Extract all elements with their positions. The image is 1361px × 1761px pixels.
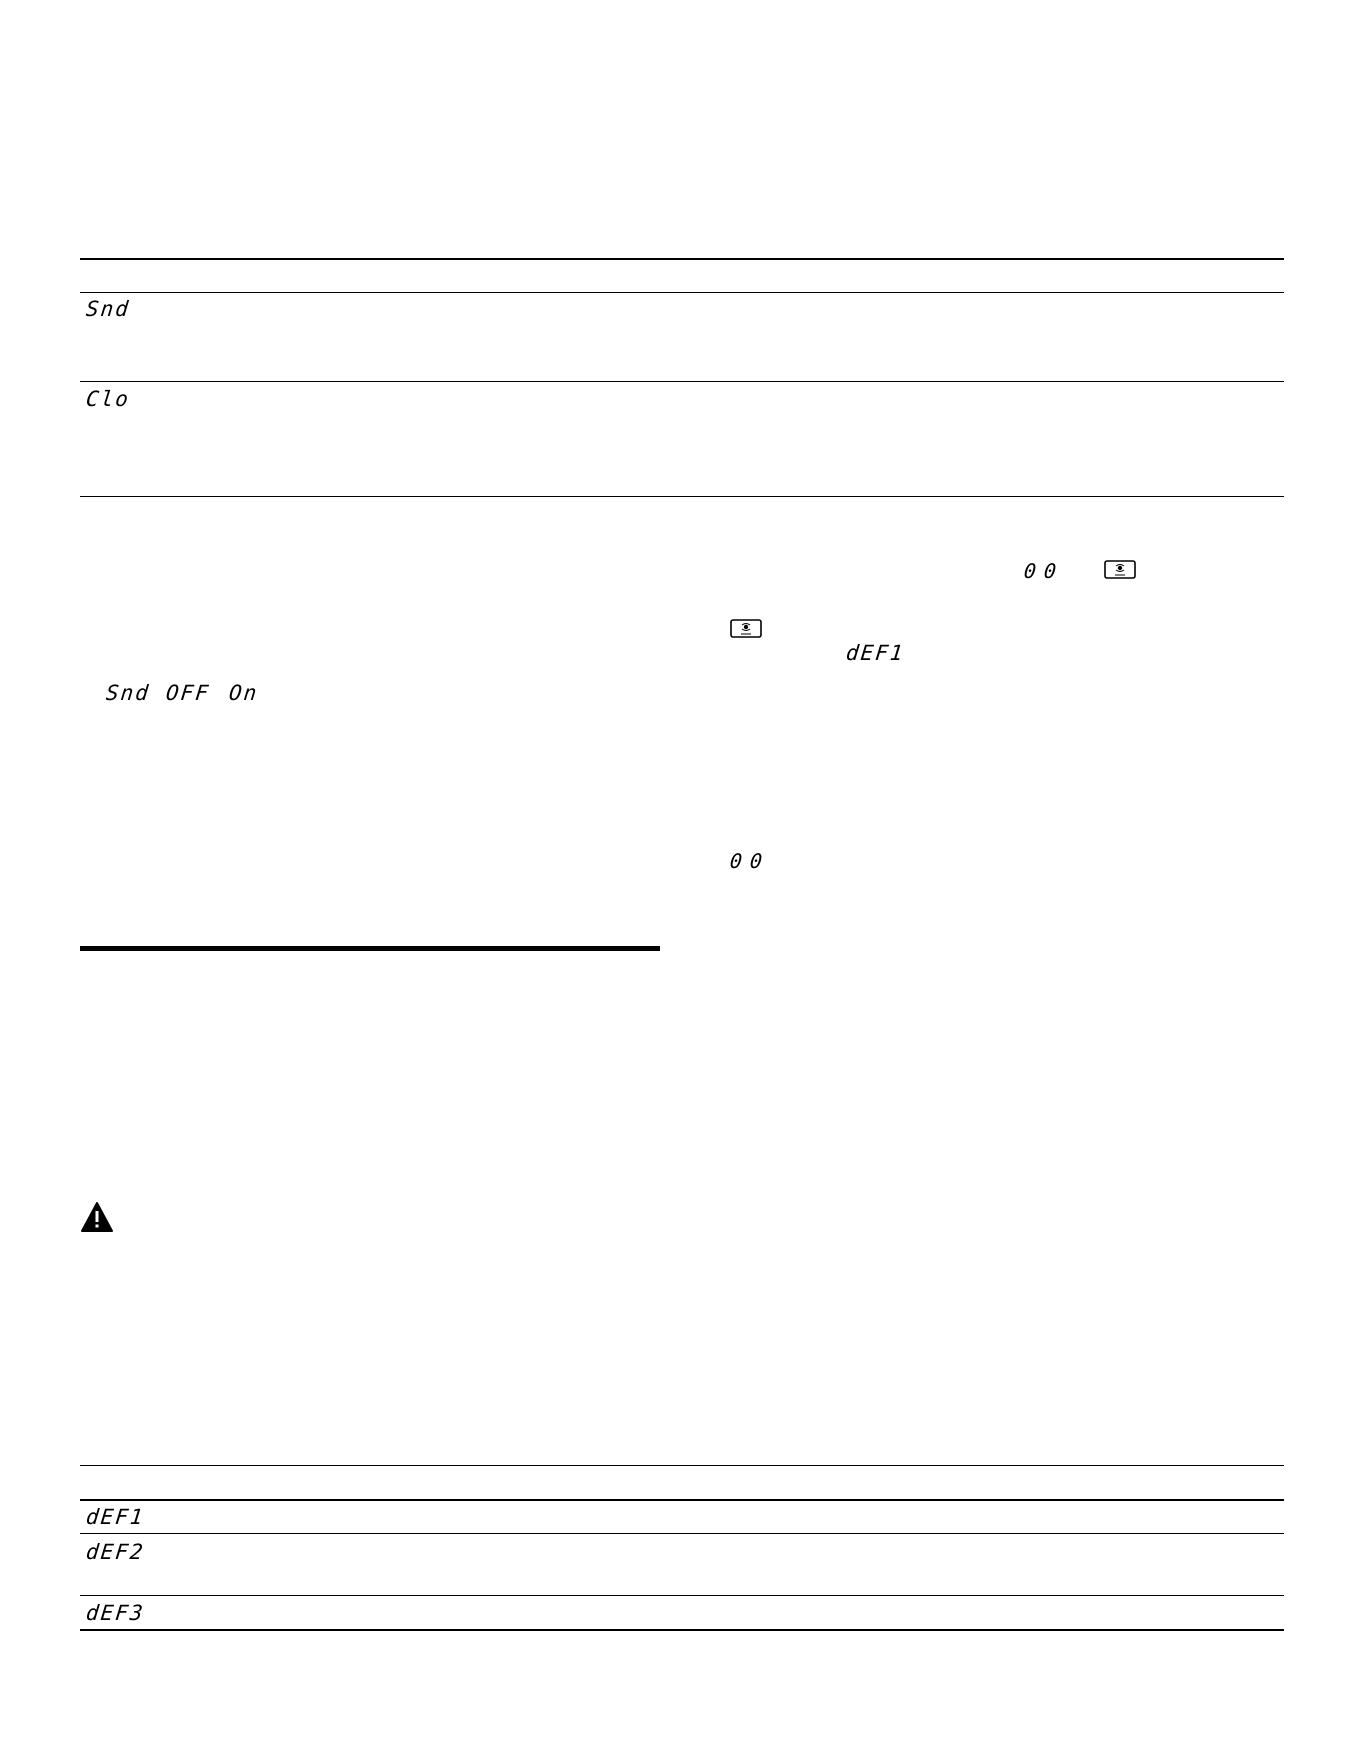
table-top-rule xyxy=(80,258,1284,260)
table-top-row-divider xyxy=(80,381,1284,382)
display-code-00: 00 xyxy=(728,849,772,873)
table-top-bottom-rule xyxy=(80,496,1284,497)
display-code-def1: dEF1 xyxy=(844,641,906,665)
table-bottom-row-code: dEF2 xyxy=(84,1540,146,1564)
display-code-00: 00 xyxy=(1022,559,1066,583)
table-bottom-row-code: dEF3 xyxy=(84,1601,146,1625)
fan-icon xyxy=(730,619,762,638)
display-code-on: On xyxy=(227,681,260,705)
fan-icon xyxy=(1104,560,1136,579)
display-code-snd: Snd xyxy=(104,681,152,705)
table-bottom-row-code: dEF1 xyxy=(84,1505,146,1529)
section-heading-rule xyxy=(80,946,660,951)
table-bottom-header-divider xyxy=(80,1499,1284,1501)
display-code-off: OFF xyxy=(164,681,212,705)
table-top-row-code: Snd xyxy=(84,297,132,321)
table-top-header-divider xyxy=(80,292,1284,293)
warning-triangle-icon xyxy=(80,1201,114,1233)
table-top-row-code: Clo xyxy=(84,387,132,411)
table-bottom-bottom-rule xyxy=(80,1629,1284,1631)
table-bottom-row-divider xyxy=(80,1533,1284,1534)
table-bottom-row-divider xyxy=(80,1595,1284,1596)
table-bottom-rule xyxy=(80,1465,1284,1466)
